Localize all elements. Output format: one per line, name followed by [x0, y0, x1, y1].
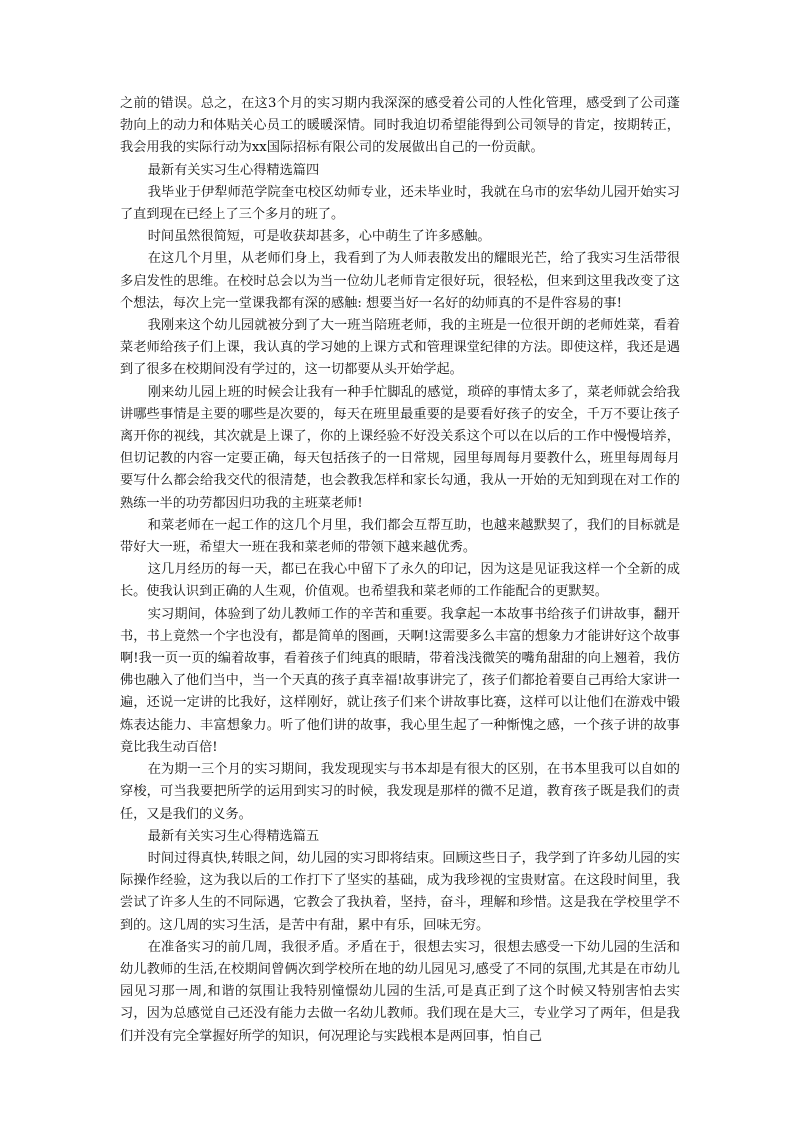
document-body: [120, 93, 680, 1048]
section-heading-4: 最新有关实习生心得精选篇四: [147, 162, 320, 178]
paragraph-4: 在这几个月里，从老师们身上，我看到了为人师表散发出的耀眼光芒，给了我实习生活带很多启发性的思维。在校时总会以为当一位幼儿老师肯定很好玩，很轻松，但来到这里我改变了这个想法，每次上完一堂课我都有深的感触: 想要当好一名好的幼师真的不是件容易的事!: [120, 251, 680, 311]
paragraph-5: 我刚来这个幼儿园就被分到了大一班当陪班老师，我的主班是一位很开朗的老师姓菜，看着菜老师给孩子们上课，我认真的学习她的上课方式和管理课堂纪律的方法。即使这样，我还是遇到了很多在校期间没有学过的，这一切都要从头开始学起。: [120, 318, 680, 378]
paragraph-10: 在为期一三个月的实习期间，我发现现实与书本却是有很大的区别，在书本里我可以自如的穿梭，可当我要把所学的运用到实习的时候，我发现是那样的微不足道，教育孩子既是我们的责任，又是我们的义务。: [120, 762, 680, 822]
paragraph-9: 实习期间，体验到了幼儿教师工作的辛苦和重要。我拿起一本故事书给孩子们讲故事，翻开书，书上竟然一个字也没有，都是简单的图画，天啊!这需要多么丰富的想象力才能讲好这个故事啊!我一页一页的编着故事，看着孩子们纯真的眼睛，带着浅浅微笑的嘴角甜甜的向上翘着，我仿佛也融入了他们当中，当一个天真的孩子真幸福!故事讲完了，孩子们都抢着要自己再给大家讲一遍，还说一定讲的比我好，这样刚好，就让孩子们来个讲故事比赛，这样可以让他们在游戏中锻炼表达能力、丰富想象力。听了他们讲的故事，我心里生起了一种惭愧之感，一个孩子讲的故事竟比我生动百倍!: [120, 606, 680, 755]
paragraph-12: 时间过得真快,转眼之间，幼儿园的实习即将结束。回顾这些日子，我学到了许多幼儿园的实际操作经验，这为我以后的工作打下了坚实的基础，成为我珍视的宝贵财富。在这段时间里，我尝试了许多人生的不同际遇，它教会了我执着，坚持，奋斗，理解和珍惜。这是我在学校里学不到的。这几周的实习生活，是苦中有甜，累中有乐，回味无穷。: [120, 850, 680, 933]
paragraph-2: 我毕业于伊犁师范学院奎屯校区幼师专业，还未毕业时，我就在乌市的宏华幼儿园开始实习了直到现在已经上了三个多月的班了。: [120, 184, 680, 223]
paragraph-6: 刚来幼儿园上班的时候会让我有一种手忙脚乱的感觉，琐碎的事情太多了，菜老师就会给我讲哪些事情是主要的哪些是次要的，每天在班里最重要的是要看好孩子的安全，千万不要让孩子离开你的视线，其次就是上课了，你的上课经验不好没关系这个可以在以后的工作中慢慢培养，但切记教的内容一定要正确，每天包括孩子的一日常规，园里每周每月要教什么，班里每周每月要写什么都会给我交代的很清楚，也会教我怎样和家长勾通，我从一开始的无知到现在对工作的熟练一半的功劳都因归功我的主班菜老师!: [120, 384, 680, 511]
paragraph-13: 在准备实习的前几周，我很矛盾。矛盾在于，很想去实习，很想去感受一下幼儿园的生活和幼儿教师的生活,在校期间曾俩次到学校所在地的幼儿园见习,感受了不同的氛围,尤其是在市幼儿园见习那一周,和谐的氛围让我特别憧憬幼儿园的生活,可是真正到了这个时候又特别害怕去实习，因为总感觉自己还没有能力去做一名幼儿教师。我们现在是大三，专业学习了两年，但是我们并没有完全掌握好所学的知识，何况理论与实践根本是两回事，怕自己: [120, 939, 680, 1044]
paragraph-0: 之前的错误。总之，在这3个月的实习期内我深深的感受着公司的人性化管理，感受到了公司蓬勃向上的动力和体贴关心员工的暖暖深情。同时我迫切希望能得到公司领导的肯定，按期转正，我会用我的实际行动为xx国际招标有限公司的发展做出自己的一份贡献。: [120, 96, 680, 156]
paragraph-3: 时间虽然很简短，可是收获却甚多，心中萌生了许多感触。: [147, 229, 491, 245]
paragraph-7: 和菜老师在一起工作的这几个月里，我们都会互帮互助，也越来越默契了，我们的目标就是带好大一班，希望大一班在我和菜老师的带领下越来越优秀。: [120, 517, 680, 556]
section-heading-5: 最新有关实习生心得精选篇五: [147, 828, 320, 844]
paragraph-8: 这几月经历的每一天，都已在我心中留下了永久的印记，因为这是见证我这样一个全新的成长。使我认识到正确的人生观，价值观。也希望我和菜老师的工作能配合的更默契。: [120, 562, 680, 600]
